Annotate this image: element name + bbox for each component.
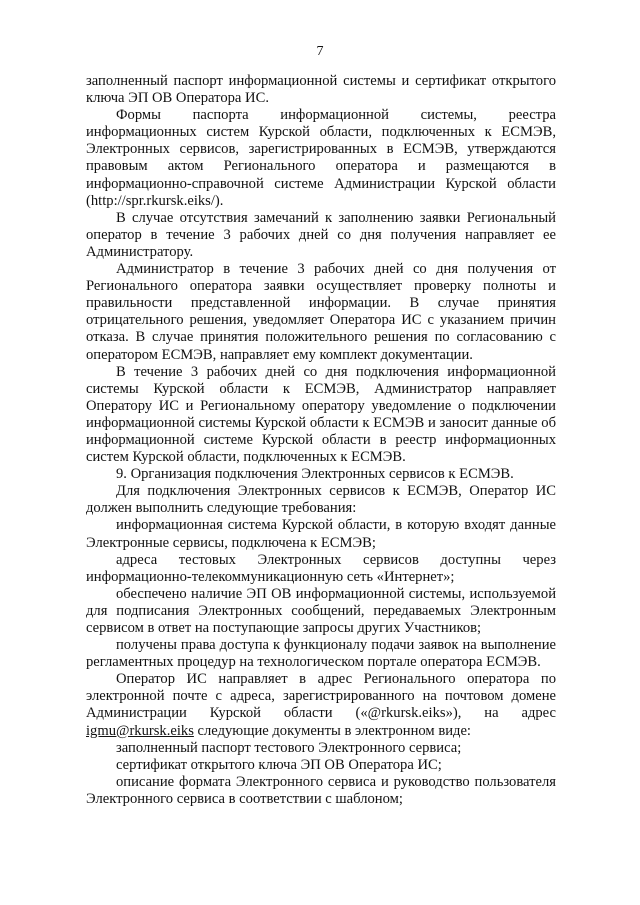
- paragraph-send-documents: [86, 671, 556, 739]
- send-documents-text-after: следующие документы в электронном виде:: [193, 722, 471, 739]
- document-item-certificate: сертификат открытого ключа ЭП ОВ Оператора ИС;: [116, 756, 442, 773]
- requirement-access-rights: получены права доступа к функционалу подачи заявок на выполнение регламентных процедур на технологическом портале оператора ЕСМЭВ.: [86, 637, 556, 671]
- section-heading-9: 9. Организация подключения Электронных сервисов к ЕСМЭВ.: [116, 466, 514, 483]
- paragraph-no-remarks: В случае отсутствия замечаний к заполнению заявки Региональный оператор в течение 3 рабочих дней со дня получения направляет ее Администратору.: [86, 209, 556, 260]
- send-documents-text-before: Оператор ИС направляет в адрес Регионального оператора по электронной почте с адреса, зарегистрированного на почтовом домене Администрации Курской области («@rkursk.eiks»), на адрес: [86, 671, 556, 722]
- email-link[interactable]: igmu@rkursk.eiks: [86, 722, 194, 739]
- requirement-signature: обеспечено наличие ЭП ОВ информационной системы, используемой для подписания Электронных сообщений, передаваемых Электронным сервисом в ответ на поступающие запросы других Участников;: [86, 585, 556, 636]
- document-item-format-description: описание формата Электронного сервиса и руководство пользователя Электронного сервиса в соответствии с шаблоном;: [86, 773, 556, 807]
- page-number: 7: [316, 44, 324, 59]
- paragraph-connection-notice: В течение 3 рабочих дней со дня подключения информационной системы Курской области к ЕСМЭВ, Администратор направляет Оператору ИС и Региональному оператору уведомление о подключении информационной системы Курской области к ЕСМЭВ и заносит данные об информационной системе Курской области в реестр информационных систем Курской области, подключенных к ЕСМЭВ.: [86, 363, 556, 466]
- document-body: [86, 73, 556, 808]
- paragraph-passport-cert: заполненный паспорт информационной системы и сертификат открытого ключа ЭП ОВ Оператора ИС.: [86, 73, 556, 107]
- paragraph-administrator-check: Администратор в течение 3 рабочих дней со дня получения от Регионального оператора заявки осуществляет проверку полноты и правильности представленной информации. В случае принятия отрицательного решения, уведомляет Оператора ИС с указанием причин отказа. В случае принятия положительного решения по согласованию с оператором ЕСМЭВ, направляет ему комплект документации.: [86, 261, 556, 363]
- paragraph-forms: Формы паспорта информационной системы, реестра информационных систем Курской области, подключенных к ЕСМЭВ, Электронных сервисов, зарегистрированных в ЕСМЭВ, утверждаются правовым актом Регионального оператора и размещаются в информационно-справочной системе Администрации Курской области (http://spr.rkursk.eiks/).: [86, 107, 556, 209]
- requirement-addresses-available: адреса тестовых Электронных сервисов доступны через информационно-телекоммуникационную сеть «Интернет»;: [86, 551, 556, 585]
- paragraph-requirements-intro: Для подключения Электронных сервисов к ЕСМЭВ, Оператор ИС должен выполнить следующие требования:: [86, 483, 556, 517]
- document-item-passport: заполненный паспорт тестового Электронного сервиса;: [116, 739, 462, 756]
- requirement-is-connected: информационная система Курской области, в которую входят данные Электронные сервисы, подключена к ЕСМЭВ;: [86, 517, 556, 551]
